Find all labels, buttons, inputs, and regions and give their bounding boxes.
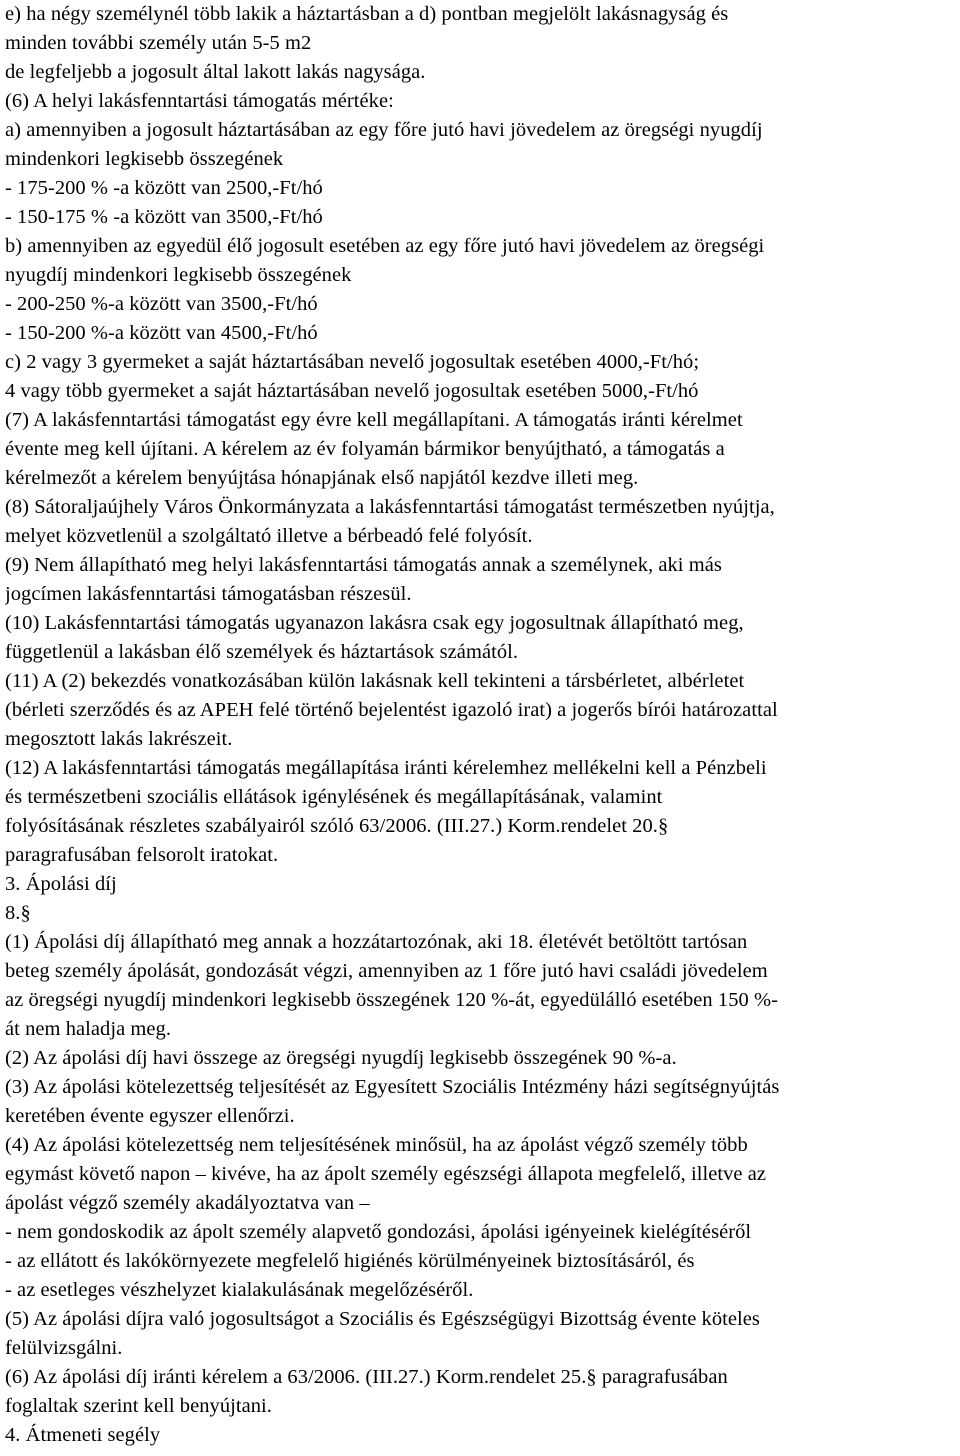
text-line: (12) A lakásfenntartási támogatás megállapítása iránti kérelemhez mellékelni kell a Pénzbeli	[5, 757, 767, 779]
text-line: (1) Ápolási díj állapítható meg annak a hozzátartozónak, aki 18. életévét betöltött tartósan	[5, 931, 748, 953]
text-line: b) amennyiben az egyedül élő jogosult esetében az egy főre jutó havi jövedelem az öregségi	[5, 235, 765, 257]
text-line: folyósításának részletes szabályairól szóló 63/2006. (III.27.) Korm.rendelet 20.§	[5, 815, 669, 837]
text-line: jogcímen lakásfenntartási támogatásban részesül.	[5, 583, 412, 605]
paragraph-number: 8.§	[5, 902, 31, 924]
text-line: de legfeljebb a jogosult által lakott lakás nagysága.	[5, 61, 426, 83]
text-line: e) ha négy személynél több lakik a háztartásban a d) pontban megjelölt lakásnagyság és	[5, 3, 729, 25]
text-line: (5) Az ápolási díjra való jogosultságot a Szociális és Egészségügyi Bizottság évente köteles	[5, 1308, 760, 1330]
text-line: 4 vagy több gyermeket a saját háztartásában nevelő jogosultak esetében 5000,-Ft/hó	[5, 380, 699, 402]
text-line: függetlenül a lakásban élő személyek és háztartások számától.	[5, 641, 519, 663]
text-line: - 150-175 % -a között van 3500,-Ft/hó	[5, 206, 323, 228]
text-line: egymást követő napon – kivéve, ha az ápolt személy egészségi állapota megfelelő, illetve az	[5, 1163, 767, 1185]
document-page	[5, 0, 957, 1456]
text-line: nyugdíj mindenkori legkisebb összegének	[5, 264, 352, 286]
text-line: paragrafusában felsorolt iratokat.	[5, 844, 279, 866]
text-line: (10) Lakásfenntartási támogatás ugyanazon lakásra csak egy jogosultnak állapítható meg,	[5, 612, 744, 634]
text-line: - nem gondoskodik az ápolt személy alapvető gondozási, ápolási igényeinek kielégítéséről	[5, 1221, 752, 1243]
text-line: (9) Nem állapítható meg helyi lakásfenntartási támogatás annak a személynek, aki más	[5, 554, 722, 576]
text-line: (6) Az ápolási díj iránti kérelem a 63/2006. (III.27.) Korm.rendelet 25.§ paragrafusában	[5, 1366, 728, 1388]
text-line: felülvizsgálni.	[5, 1337, 123, 1359]
text-line: (2) Az ápolási díj havi összege az öregségi nyugdíj legkisebb összegének 90 %-a.	[5, 1047, 677, 1069]
text-line: ápolást végző személy akadályoztatva van –	[5, 1192, 370, 1214]
text-line: - az esetleges vészhelyzet kialakulásának megelőzéséről.	[5, 1279, 474, 1301]
text-line: az öregségi nyugdíj mindenkori legkisebb összegének 120 %-át, egyedülálló esetében 150 %-	[5, 989, 778, 1011]
text-line: (bérleti szerződés és az APEH felé történő bejelentést igazoló irat) a jogerős bírói határozattal	[5, 699, 778, 721]
text-line: foglaltak szerint kell benyújtani.	[5, 1395, 272, 1417]
text-line: c) 2 vagy 3 gyermeket a saját háztartásában nevelő jogosultak esetében 4000,-Ft/hó;	[5, 351, 700, 373]
text-line: melyet közvetlenül a szolgáltató illetve a bérbeadó felé folyósít.	[5, 525, 533, 547]
text-line: - az ellátott és lakókörnyezete megfelelő higiénés körülményeinek biztosításáról, és	[5, 1250, 695, 1272]
text-line: (3) Az ápolási kötelezettség teljesítését az Egyesített Szociális Intézmény házi segítségnyújtás	[5, 1076, 780, 1098]
text-line: (7) A lakásfenntartási támogatást egy évre kell megállapítani. A támogatás iránti kérelmet	[5, 409, 743, 431]
text-line: mindenkori legkisebb összegének	[5, 148, 284, 170]
text-line: (6) A helyi lakásfenntartási támogatás mértéke:	[5, 90, 394, 112]
text-line: - 175-200 % -a között van 2500,-Ft/hó	[5, 177, 323, 199]
text-line: - 150-200 %-a között van 4500,-Ft/hó	[5, 322, 318, 344]
section-heading: 3. Ápolási díj	[5, 873, 117, 895]
text-line: a) amennyiben a jogosult háztartásában az egy főre jutó havi jövedelem az öregségi nyugdíj	[5, 119, 763, 141]
section-heading: 4. Átmeneti segély	[5, 1424, 161, 1446]
text-line: beteg személy ápolását, gondozását végzi, amennyiben az 1 főre jutó havi családi jövedelem	[5, 960, 768, 982]
text-line: minden további személy után 5-5 m2	[5, 32, 312, 54]
text-line: át nem haladja meg.	[5, 1018, 172, 1040]
text-line: keretében évente egyszer ellenőrzi.	[5, 1105, 295, 1127]
text-line: - 200-250 %-a között van 3500,-Ft/hó	[5, 293, 318, 315]
text-line: és természetbeni szociális ellátások igénylésének és megállapításának, valamint	[5, 786, 663, 808]
text-line: kérelmezőt a kérelem benyújtása hónapjának első napjától kezdve illeti meg.	[5, 467, 639, 489]
text-line: évente meg kell újítani. A kérelem az év folyamán bármikor benyújtható, a támogatás a	[5, 438, 725, 460]
text-line: (8) Sátoraljaújhely Város Önkormányzata a lakásfenntartási támogatást természetben nyújtja,	[5, 496, 775, 518]
text-line: (4) Az ápolási kötelezettség nem teljesítésének minősül, ha az ápolást végző személy több	[5, 1134, 748, 1156]
text-line: (11) A (2) bekezdés vonatkozásában külön lakásnak kell tekinteni a társbérletet, albérletet	[5, 670, 745, 692]
text-line: megosztott lakás lakrészeit.	[5, 728, 233, 750]
